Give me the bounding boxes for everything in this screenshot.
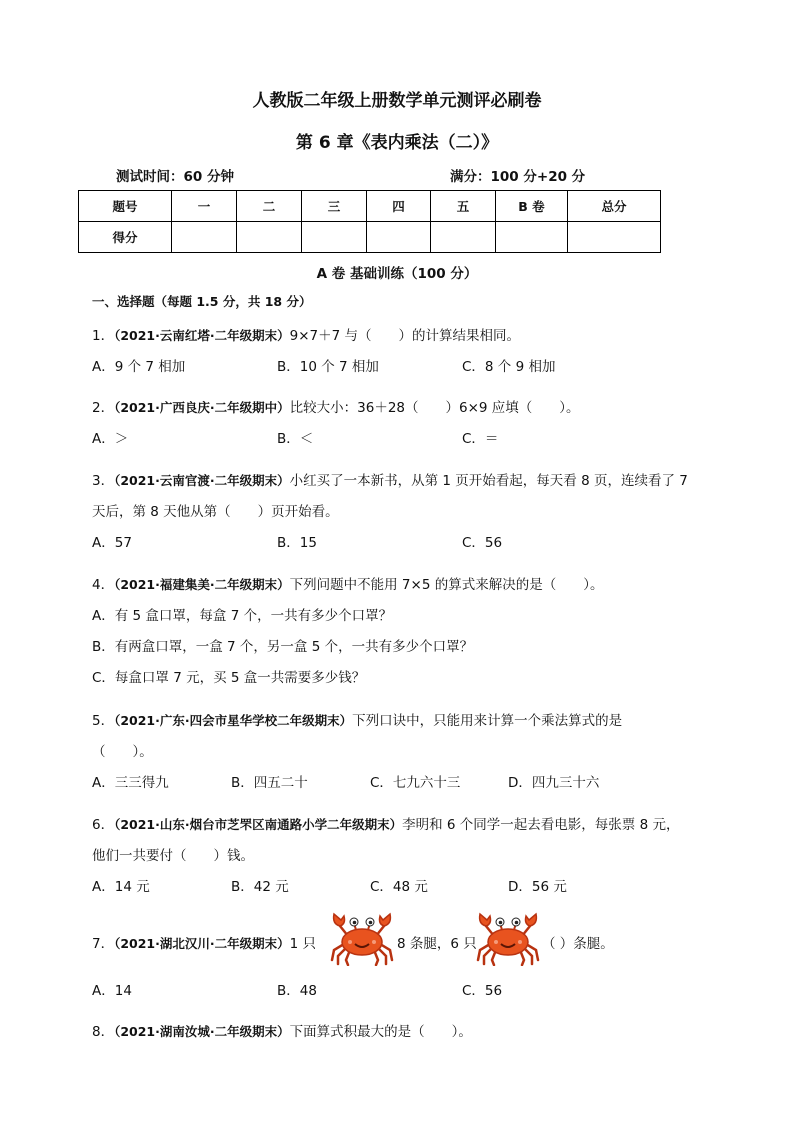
q4-option-c: C．每盒口罩 7 元，买 5 盒一共需要多少钱？: [92, 670, 366, 686]
q6-option-b: B．42 元: [231, 879, 289, 895]
question-number: 2．: [92, 400, 115, 416]
question-source: （2021·云南官渡·二年级期末）: [114, 473, 290, 488]
score-table-score-row: [79, 222, 661, 253]
part1-heading: 一、选择题（每题 1.5 分，共 18 分）: [92, 294, 312, 309]
q7-option-b: B．48: [277, 983, 317, 999]
q1-option-a: A．9 个 7 相加: [92, 359, 186, 375]
score-header-cell: 三: [302, 191, 367, 222]
score-cell[interactable]: [568, 222, 661, 253]
q2-option-b: B．＜: [277, 431, 314, 447]
question-source: （2021·湖北汉川·二年级期末）: [114, 936, 290, 951]
q4-option-b: B．有两盒口罩，一盒 7 个，另一盒 5 个，一共有多少个口罩？: [92, 639, 474, 655]
question-text: 李明和 6 个同学一起去看电影，每张票 8 元，: [402, 817, 680, 833]
question-number: 1．: [92, 328, 115, 344]
q3-option-a: A．57: [92, 535, 132, 551]
full-score: 满分：100 分+20 分: [450, 169, 586, 185]
score-table-header-row: [79, 191, 661, 222]
q7-option-a: A．14: [92, 983, 132, 999]
score-cell[interactable]: [237, 222, 302, 253]
q7-option-c: C．56: [462, 983, 503, 999]
q5-option-c: C．七九六十三: [370, 775, 461, 791]
question-text: 1 只: [289, 936, 317, 952]
score-row-label: 得分: [79, 222, 172, 253]
score-header-cell: 一: [172, 191, 237, 222]
question-5-line-2: （ ）。: [92, 744, 153, 760]
question-5: [92, 709, 622, 729]
question-source: （2021·广西良庆·二年级期中）: [114, 400, 290, 415]
q2-option-c: C．＝: [462, 431, 499, 447]
question-text: 下面算式积最大的是（ ）。: [289, 1024, 472, 1040]
document-subtitle: 第 6 章《表内乘法（二）》: [295, 133, 499, 153]
question-7-text-mid: 8 条腿，6 只: [397, 936, 477, 952]
question-8: [92, 1020, 472, 1040]
q3-option-c: C．56: [462, 535, 503, 551]
crab-icon: [476, 908, 540, 966]
question-6-line-2: 他们一共要付（ ）钱。: [92, 848, 254, 864]
score-cell[interactable]: [302, 222, 367, 253]
q2-option-a: A．＞: [92, 431, 129, 447]
score-header-cell: 二: [237, 191, 302, 222]
test-time: 测试时间：60 分钟: [116, 169, 234, 185]
document-title: 人教版二年级上册数学单元测评必刷卷: [252, 91, 542, 111]
question-source: （2021·福建集美·二年级期末）: [114, 577, 290, 592]
question-2: [92, 396, 580, 416]
score-cell[interactable]: [172, 222, 237, 253]
q1-option-b: B．10 个 7 相加: [277, 359, 379, 375]
question-4: [92, 573, 603, 593]
q5-option-d: D．四九三十六: [508, 775, 600, 791]
q3-option-b: B．15: [277, 535, 317, 551]
score-header-cell: 总分: [568, 191, 661, 222]
question-source: （2021·云南红塔·二年级期末）: [114, 328, 290, 343]
question-text: 9×7＋7 与（ ）的计算结果相同。: [289, 328, 521, 344]
q1-option-c: C．8 个 9 相加: [462, 359, 556, 375]
question-text: 下列问题中不能用 7×5 的算式来解决的是（ ）。: [289, 577, 604, 593]
question-number: 7．: [92, 936, 115, 952]
question-number: 8．: [92, 1024, 115, 1040]
score-header-cell: 四: [367, 191, 431, 222]
score-cell[interactable]: [496, 222, 568, 253]
question-number: 3．: [92, 473, 115, 489]
question-source: （2021·广东·四会市星华学校二年级期末）: [114, 713, 353, 728]
q6-option-c: C．48 元: [370, 879, 428, 895]
crab-icon: [330, 908, 394, 966]
question-text: 下列口诀中，只能用来计算一个乘法算式的是: [352, 713, 623, 729]
question-6: [92, 813, 679, 833]
score-header-cell: B 卷: [496, 191, 568, 222]
score-cell[interactable]: [367, 222, 431, 253]
question-3-line-2: 天后，第 8 天他从第（ ）页开始看。: [92, 504, 339, 520]
q4-option-a: A．有 5 盒口罩，每盒 7 个，一共有多少个口罩？: [92, 608, 393, 624]
question-text: 比较大小：36＋28（ ）6×9 应填（ ）。: [289, 400, 580, 416]
score-header-cell: 五: [431, 191, 496, 222]
question-1: [92, 324, 520, 344]
question-number: 6．: [92, 817, 115, 833]
question-source: （2021·湖南汝城·二年级期末）: [114, 1024, 290, 1039]
question-text: 小红买了一本新书，从第 1 页开始看起，每天看 8 页，连续看了 7: [289, 473, 688, 489]
section-a-heading: A 卷 基础训练（100 分）: [316, 266, 478, 282]
question-number: 4．: [92, 577, 115, 593]
question-7-text-end: （ ）条腿。: [542, 936, 614, 952]
question-3: [92, 469, 688, 489]
q5-option-a: A．三三得九: [92, 775, 169, 791]
question-7: [92, 932, 316, 952]
question-number: 5．: [92, 713, 115, 729]
question-source: （2021·山东·烟台市芝罘区南通路小学二年级期末）: [114, 817, 403, 832]
score-table: [78, 190, 661, 253]
score-cell[interactable]: [431, 222, 496, 253]
score-header-cell: 题号: [79, 191, 172, 222]
q6-option-d: D．56 元: [508, 879, 567, 895]
q6-option-a: A．14 元: [92, 879, 150, 895]
q5-option-b: B．四五二十: [231, 775, 308, 791]
